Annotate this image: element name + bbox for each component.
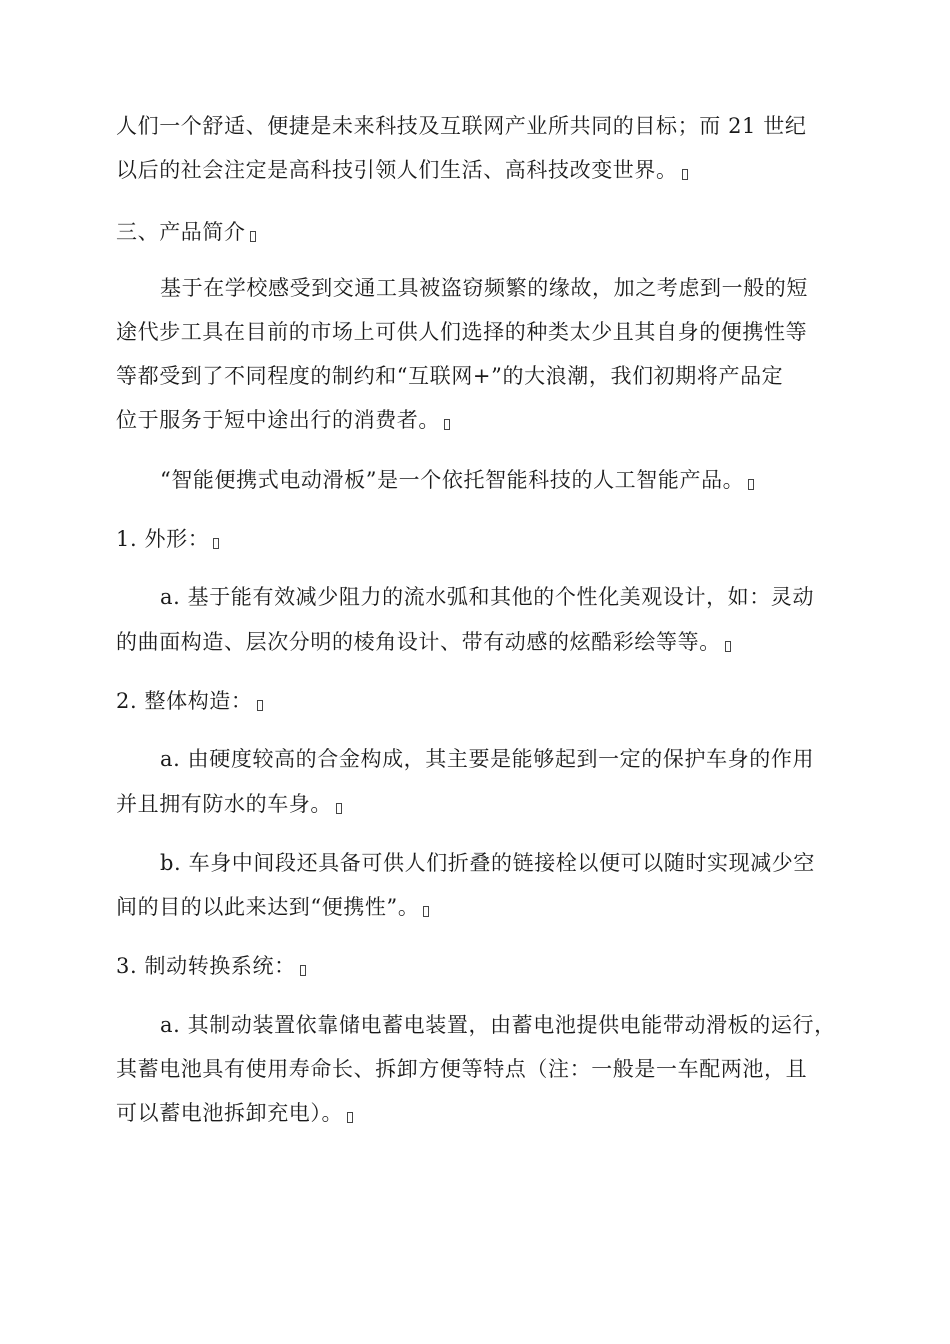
paragraph-mark-icon [257,700,263,711]
list-heading: 3. 制动转换系统： [116,951,306,981]
paragraph-line: 人们一个舒适、便捷是未来科技及互联网产业所共同的目标；而 21 世纪 [116,114,807,138]
paragraph-mark-icon [725,641,731,652]
paragraph-line: 途代步工具在目前的市场上可供人们选择的种类太少且其自身的便携性等 [116,320,808,344]
paragraph-line: a. 由硬度较高的合金构成，其主要是能够起到一定的保护车身的作用 [160,747,815,771]
paragraph-line: 间的目的以此来达到“便携性”。 [116,892,429,922]
paragraph-line: a. 基于能有效减少阻力的流水弧和其他的个性化美观设计，如：灵动 [160,585,815,609]
paragraph-mark-icon [423,906,429,917]
paragraph-line: 基于在学校感受到交通工具被盗窃频繁的缘故，加之考虑到一般的短 [160,276,808,300]
paragraph-mark-icon [250,231,256,242]
paragraph-mark-icon [213,538,219,549]
paragraph-mark-icon [444,419,450,430]
paragraph-line: 位于服务于短中途出行的消费者。 [116,405,450,435]
paragraph-line: 以后的社会注定是高科技引领人们生活、高科技改变世界。 [116,155,688,185]
paragraph-mark-icon [300,965,306,976]
paragraph-line: a. 其制动装置依靠储电蓄电装置，由蓄电池提供电能带动滑板的运行， [160,1013,836,1037]
paragraph-mark-icon [682,169,688,180]
paragraph-mark-icon [336,803,342,814]
paragraph-mark-icon [748,479,754,490]
paragraph-line: 等都受到了不同程度的制约和“互联网+”的大浪潮，我们初期将产品定 [116,364,784,388]
list-heading: 2. 整体构造： [116,686,263,716]
paragraph-line: “智能便携式电动滑板”是一个依托智能科技的人工智能产品。 [160,465,754,495]
paragraph-line: 其蓄电池具有使用寿命长、拆卸方便等特点（注：一般是一车配两池，且 [116,1057,808,1081]
paragraph-mark-icon [347,1112,353,1123]
section-heading: 三、产品简介 [116,217,256,247]
list-heading: 1. 外形： [116,524,219,554]
paragraph-line: b. 车身中间段还具备可供人们折叠的链接栓以便可以随时实现减少空 [160,851,815,875]
paragraph-line: 并且拥有防水的车身。 [116,789,342,819]
paragraph-line: 可以蓄电池拆卸充电）。 [116,1098,353,1128]
paragraph-line: 的曲面构造、层次分明的棱角设计、带有动感的炫酷彩绘等等。 [116,627,731,657]
